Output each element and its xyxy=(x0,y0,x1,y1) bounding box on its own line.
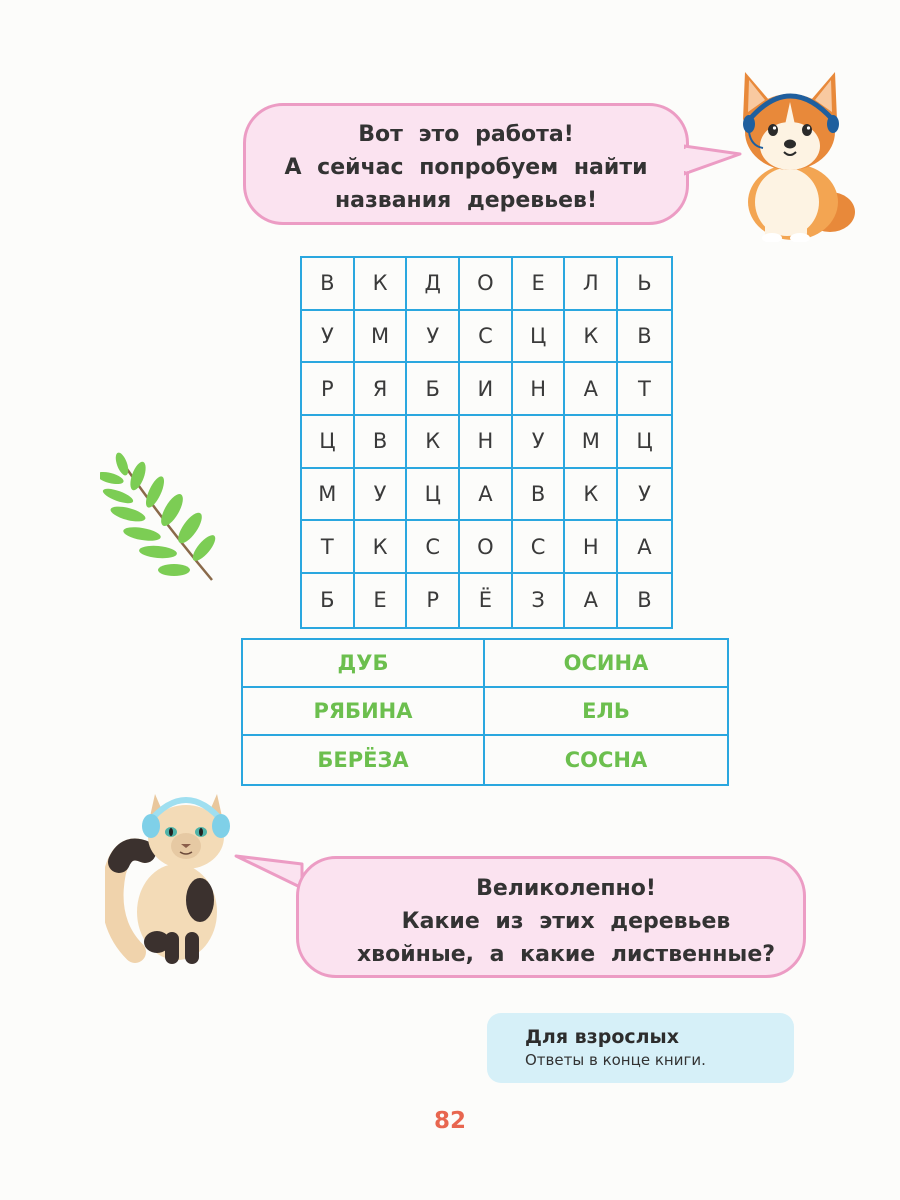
word-cell: СОСНА xyxy=(564,748,648,772)
grid-cell: С xyxy=(460,311,513,364)
adults-note-title: Для взрослых xyxy=(525,1026,679,1048)
bubble-line: хвойные, а какие лиственные? xyxy=(356,942,776,967)
grid-cell: У xyxy=(355,469,408,522)
grid-cell: Р xyxy=(407,574,460,627)
grid-cell: Л xyxy=(565,258,618,311)
bubble-line: А сейчас попробуем найти xyxy=(284,155,648,180)
word-search-grid xyxy=(300,256,673,629)
grid-cell: Ё xyxy=(460,574,513,627)
grid-cell: К xyxy=(355,521,408,574)
grid-cell: М xyxy=(565,416,618,469)
grid-cell: И xyxy=(460,363,513,416)
speech-bubble-tail xyxy=(232,848,304,898)
grid-cell: Ц xyxy=(513,311,566,364)
adults-note-box xyxy=(487,1013,794,1083)
page-number: 82 xyxy=(433,1108,466,1134)
grid-cell: А xyxy=(460,469,513,522)
grid-cell: В xyxy=(618,311,671,364)
grid-cell: У xyxy=(513,416,566,469)
bubble-line: Какие из этих деревьев xyxy=(401,909,731,934)
grid-cell: В xyxy=(355,416,408,469)
grid-cell: А xyxy=(565,363,618,416)
grid-cell: М xyxy=(302,469,355,522)
corgi-dog-icon xyxy=(735,62,860,242)
grid-cell: К xyxy=(565,311,618,364)
grid-cell: Б xyxy=(407,363,460,416)
grid-cell: К xyxy=(407,416,460,469)
grid-cell: Б xyxy=(302,574,355,627)
grid-cell: Н xyxy=(460,416,513,469)
grid-cell: Ц xyxy=(407,469,460,522)
grid-cell: З xyxy=(513,574,566,627)
grid-cell: Ц xyxy=(302,416,355,469)
grid-cell: У xyxy=(618,469,671,522)
grid-cell: Н xyxy=(565,521,618,574)
word-cell: ЕЛЬ xyxy=(485,688,727,736)
word-list-table xyxy=(241,638,729,786)
word-cell: РЯБИНА xyxy=(243,688,485,736)
grid-cell: Я xyxy=(355,363,408,416)
bubble-line: Великолепно! xyxy=(476,876,656,901)
grid-cell: М xyxy=(355,311,408,364)
grid-cell: У xyxy=(407,311,460,364)
grid-cell: У xyxy=(302,311,355,364)
grid-cell: В xyxy=(302,258,355,311)
word-cell: ОСИНА xyxy=(485,640,727,688)
grid-cell: С xyxy=(407,521,460,574)
speech-bubble-bottom xyxy=(296,856,806,978)
siamese-cat-icon xyxy=(105,782,245,967)
grid-cell: Е xyxy=(355,574,408,627)
grid-cell: Н xyxy=(513,363,566,416)
grid-cell: Е xyxy=(513,258,566,311)
grid-cell: К xyxy=(355,258,408,311)
grid-cell: Р xyxy=(302,363,355,416)
grid-cell: Т xyxy=(618,363,671,416)
grid-cell: Д xyxy=(407,258,460,311)
grid-cell: К xyxy=(565,469,618,522)
grid-cell: О xyxy=(460,521,513,574)
fern-leaf-icon xyxy=(100,448,225,588)
adults-note-text: Ответы в конце книги. xyxy=(525,1051,706,1069)
grid-cell: Т xyxy=(302,521,355,574)
grid-cell: А xyxy=(565,574,618,627)
word-cell: ДУБ xyxy=(243,640,485,688)
grid-cell: А xyxy=(618,521,671,574)
grid-cell: Ц xyxy=(618,416,671,469)
speech-bubble-top xyxy=(243,103,689,225)
grid-cell: Ь xyxy=(618,258,671,311)
grid-cell: В xyxy=(637,588,652,613)
bubble-line: названия деревьев! xyxy=(334,188,598,213)
word-cell: БЕРЁЗА xyxy=(243,736,485,784)
grid-cell: В xyxy=(513,469,566,522)
grid-cell: С xyxy=(513,521,566,574)
bubble-line: Вот это работа! xyxy=(358,122,574,147)
grid-cell: О xyxy=(460,258,513,311)
